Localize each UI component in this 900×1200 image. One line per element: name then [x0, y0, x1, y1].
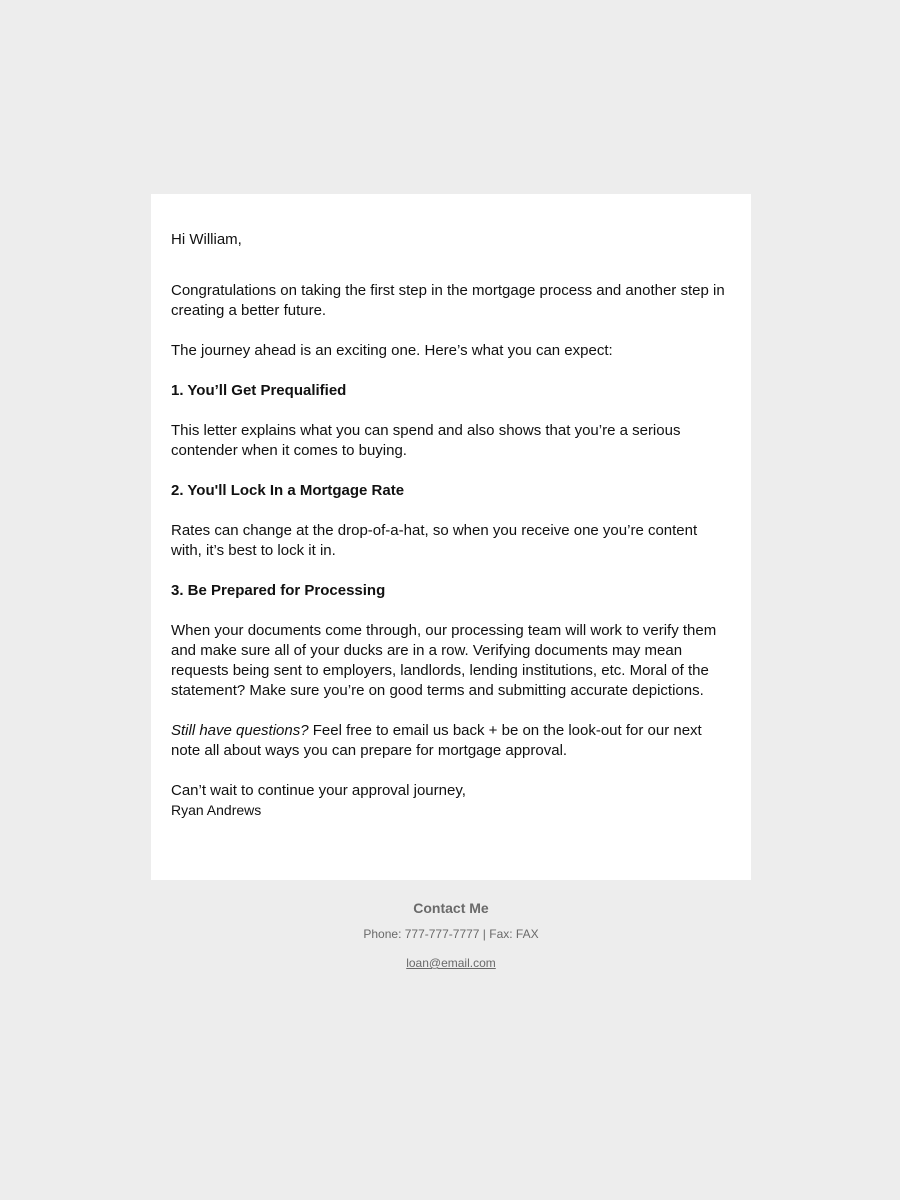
- step-1-heading: 1. You’ll Get Prequalified: [171, 382, 347, 399]
- closing-line: Can’t wait to continue your approval journey,: [171, 782, 466, 799]
- signature: Ryan Andrews: [171, 802, 262, 818]
- step-2-heading: 2. You'll Lock In a Mortgage Rate: [171, 482, 405, 499]
- contact-footer: [151, 898, 751, 972]
- step-3-heading: 3. Be Prepared for Processing: [171, 582, 386, 599]
- step-1-body: This letter explains what you can spend and also shows that you’re a serious contender when it comes to buying.: [171, 422, 681, 459]
- journey-paragraph: The journey ahead is an exciting one. Here’s what you can expect:: [171, 342, 613, 359]
- questions-paragraph: [171, 721, 731, 761]
- email-link[interactable]: loan@email.com: [406, 956, 496, 970]
- email-body: [151, 194, 751, 880]
- contact-title: Contact Me: [413, 900, 489, 916]
- greeting: Hi William,: [171, 231, 242, 248]
- phone-fax-line: Phone: 777-777-7777 | Fax: FAX: [363, 927, 539, 941]
- questions-rest: Feel free to email us back + be on the look-out for our next note all about ways you can prepare for mortgage approval.: [171, 722, 702, 759]
- step-3-body: When your documents come through, our processing team will work to verify them and make sure all of your ducks are in a row. Verifying documents may mean requests being sent to employers, landlords, lending institutions, etc. Moral of the statement? Make sure you’re on good terms and submitting accurate depictions.: [171, 622, 717, 699]
- step-2-body: Rates can change at the drop-of-a-hat, so when you receive one you’re content with, it’s best to lock it in.: [171, 522, 698, 559]
- questions-lead: Still have questions?: [171, 722, 309, 739]
- intro-paragraph: Congratulations on taking the first step in the mortgage process and another step in creating a better future.: [171, 282, 725, 319]
